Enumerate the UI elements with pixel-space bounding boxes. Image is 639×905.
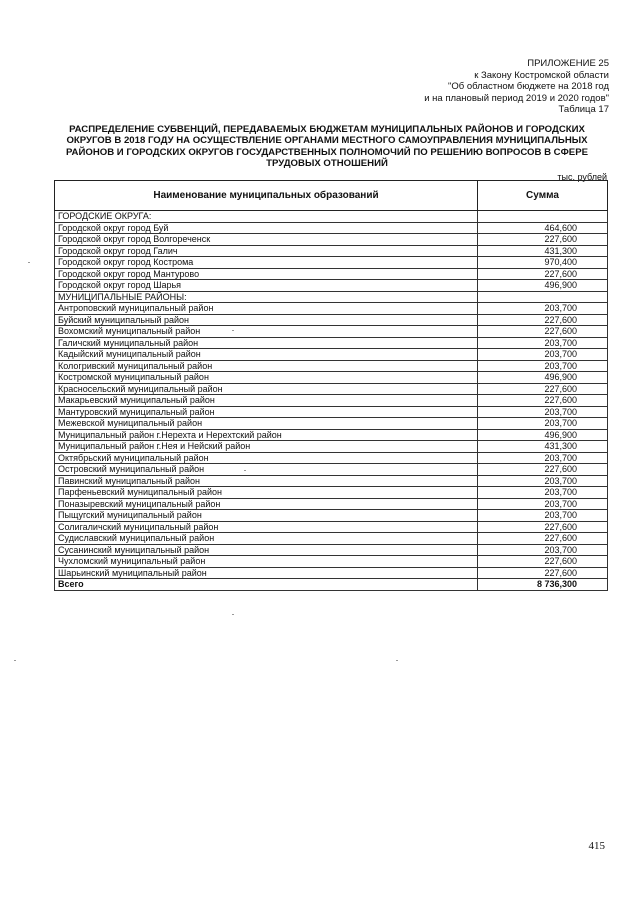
appendix-line: к Закону Костромской области bbox=[474, 69, 609, 81]
subsidy-amount: 227,600 bbox=[478, 383, 608, 395]
municipality-name: Антроповский муниципальный район bbox=[55, 303, 478, 315]
table-row bbox=[55, 521, 608, 533]
municipality-name: Судиславский муниципальный район bbox=[55, 533, 478, 545]
table-row bbox=[55, 268, 608, 280]
total-value: 8 736,300 bbox=[478, 579, 608, 591]
subsidy-amount: 227,600 bbox=[478, 533, 608, 545]
municipality-name: Павинский муниципальный район bbox=[55, 475, 478, 487]
municipality-name: Макарьевский муниципальный район bbox=[55, 395, 478, 407]
table-row bbox=[55, 567, 608, 579]
table-row bbox=[55, 556, 608, 568]
municipality-name: Городской округ город Кострома bbox=[55, 257, 478, 269]
table-row bbox=[55, 314, 608, 326]
municipality-name: Городской округ город Галич bbox=[55, 245, 478, 257]
table-row bbox=[55, 222, 608, 234]
subsidy-amount: 227,600 bbox=[478, 567, 608, 579]
subsidy-amount: 496,900 bbox=[478, 429, 608, 441]
table-row bbox=[55, 498, 608, 510]
municipality-name: Муниципальный район г.Нея и Нейский район bbox=[55, 441, 478, 453]
table-row bbox=[55, 418, 608, 430]
subsidy-amount: 203,700 bbox=[478, 487, 608, 499]
table-row bbox=[55, 337, 608, 349]
table-row bbox=[55, 452, 608, 464]
municipality-name: Островский муниципальный район bbox=[55, 464, 478, 476]
table-row bbox=[55, 464, 608, 476]
title-line: ОКРУГОВ В 2018 ГОДУ НА ОСУЩЕСТВЛЕНИЕ ОРГАНАМИ МЕСТНОГО САМОУПРАВЛЕНИЯ МУНИЦИПАЛЬНЫХ bbox=[66, 135, 588, 147]
table-total-row bbox=[55, 579, 608, 591]
table-row bbox=[55, 257, 608, 269]
table-row bbox=[55, 360, 608, 372]
municipality-name: Муниципальный район г.Нерехта и Нерехтский район bbox=[55, 429, 478, 441]
subsidy-amount: 496,900 bbox=[478, 280, 608, 292]
municipality-name: Чухломский муниципальный район bbox=[55, 556, 478, 568]
title-line: РАЙОНОВ И ГОРОДСКИХ ОКРУГОВ ГОСУДАРСТВЕННЫХ ПОЛНОМОЧИЙ ПО РЕШЕНИЮ ВОПРОСОВ В СФЕРЕ bbox=[65, 146, 588, 158]
scan-speck bbox=[244, 470, 246, 471]
municipality-name: Буйский муниципальный район bbox=[55, 314, 478, 326]
subsidy-amount: 203,700 bbox=[478, 510, 608, 522]
municipality-name: Костромской муниципальный район bbox=[55, 372, 478, 384]
table-row bbox=[55, 234, 608, 246]
subsidy-amount: 227,600 bbox=[478, 234, 608, 246]
table-row bbox=[55, 303, 608, 315]
table-group-row bbox=[55, 291, 608, 303]
scan-speck bbox=[232, 614, 234, 615]
scan-speck bbox=[14, 660, 16, 661]
municipality-name: Городской округ город Волгореченск bbox=[55, 234, 478, 246]
table-row bbox=[55, 383, 608, 395]
municipality-name: Пыщугский муниципальный район bbox=[55, 510, 478, 522]
municipality-name: МУНИЦИПАЛЬНЫЕ РАЙОНЫ: bbox=[55, 291, 478, 303]
subsidy-amount: 203,700 bbox=[478, 418, 608, 430]
subsidy-amount: 203,700 bbox=[478, 498, 608, 510]
subsidy-amount: 431,300 bbox=[478, 441, 608, 453]
municipality-name: Кадыйский муниципальный район bbox=[55, 349, 478, 361]
municipality-name: Октябрьский муниципальный район bbox=[55, 452, 478, 464]
table-row bbox=[55, 544, 608, 556]
title-line: ТРУДОВЫХ ОТНОШЕНИЙ bbox=[266, 158, 388, 170]
subsidy-amount: 203,700 bbox=[478, 406, 608, 418]
table-row bbox=[55, 245, 608, 257]
municipality-name: Межевской муниципальный район bbox=[55, 418, 478, 430]
subsidy-amount: 227,600 bbox=[478, 395, 608, 407]
table-row bbox=[55, 510, 608, 522]
municipality-name: Сусанинский муниципальный район bbox=[55, 544, 478, 556]
appendix-line: ПРИЛОЖЕНИЕ 25 bbox=[527, 58, 609, 69]
table-row bbox=[55, 372, 608, 384]
municipality-name: ГОРОДСКИЕ ОКРУГА: bbox=[55, 211, 478, 223]
subsidy-amount: 496,900 bbox=[478, 372, 608, 384]
page-number: 415 bbox=[588, 840, 605, 852]
title-line: РАСПРЕДЕЛЕНИЕ СУБВЕНЦИЙ, ПЕРЕДАВАЕМЫХ БЮДЖЕТАМ МУНИЦИПАЛЬНЫХ РАЙОНОВ И ГОРОДСКИХ bbox=[69, 124, 585, 135]
table-row bbox=[55, 441, 608, 453]
subsidy-amount: 203,700 bbox=[478, 452, 608, 464]
subsidy-amount: 227,600 bbox=[478, 314, 608, 326]
appendix-line: и на плановый период 2019 и 2020 годов" bbox=[424, 92, 609, 104]
municipality-name: Вохомский муниципальный район bbox=[55, 326, 478, 338]
table-row bbox=[55, 406, 608, 418]
subsidy-amount: 227,600 bbox=[478, 268, 608, 280]
municipality-name: Поназыревский муниципальный район bbox=[55, 498, 478, 510]
table-row bbox=[55, 326, 608, 338]
subsidy-amount: 203,700 bbox=[478, 337, 608, 349]
subsidy-amount: 431,300 bbox=[478, 245, 608, 257]
municipality-name: Городской округ город Мантурово bbox=[55, 268, 478, 280]
subsidy-amount: 203,700 bbox=[478, 475, 608, 487]
appendix-header bbox=[424, 58, 609, 116]
total-label: Всего bbox=[55, 579, 478, 591]
subsidy-amount bbox=[478, 211, 608, 223]
table-row bbox=[55, 487, 608, 499]
scan-speck bbox=[28, 262, 30, 263]
table-header-row bbox=[55, 181, 608, 211]
municipality-name: Галичский муниципальный район bbox=[55, 337, 478, 349]
municipality-name: Парфеньевский муниципальный район bbox=[55, 487, 478, 499]
municipality-name: Городской округ город Буй bbox=[55, 222, 478, 234]
table-row bbox=[55, 395, 608, 407]
municipality-name: Городской округ город Шарья bbox=[55, 280, 478, 292]
subsidy-amount: 227,600 bbox=[478, 464, 608, 476]
column-header-name: Наименование муниципальных образований bbox=[55, 181, 478, 211]
appendix-line: "Об областном бюджете на 2018 год bbox=[448, 81, 609, 92]
table-row bbox=[55, 533, 608, 545]
subsidy-amount: 203,700 bbox=[478, 349, 608, 361]
column-header-sum: Сумма bbox=[478, 181, 608, 211]
subsidy-amount: 227,600 bbox=[478, 326, 608, 338]
units-label: тыс. рублей bbox=[557, 172, 607, 182]
subsidy-amount: 970,400 bbox=[478, 257, 608, 269]
scan-speck bbox=[232, 330, 234, 331]
table-group-row bbox=[55, 211, 608, 223]
subsidy-amount: 227,600 bbox=[478, 556, 608, 568]
document-title bbox=[58, 124, 596, 170]
municipality-name: Шарьинский муниципальный район bbox=[55, 567, 478, 579]
municipality-name: Кологривский муниципальный район bbox=[55, 360, 478, 372]
subsidy-amount bbox=[478, 291, 608, 303]
table-body bbox=[55, 211, 608, 579]
subsidy-amount: 203,700 bbox=[478, 303, 608, 315]
table-row bbox=[55, 349, 608, 361]
subsidy-amount: 203,700 bbox=[478, 544, 608, 556]
municipality-name: Мантуровский муниципальный район bbox=[55, 406, 478, 418]
municipality-name: Солигаличский муниципальный район bbox=[55, 521, 478, 533]
scan-speck bbox=[396, 660, 398, 661]
table-row bbox=[55, 429, 608, 441]
subsidy-amount: 464,600 bbox=[478, 222, 608, 234]
municipality-name: Красносельский муниципальный район bbox=[55, 383, 478, 395]
subsidy-amount: 227,600 bbox=[478, 521, 608, 533]
table-row bbox=[55, 280, 608, 292]
subsidy-table bbox=[54, 180, 608, 591]
subsidy-amount: 203,700 bbox=[478, 360, 608, 372]
appendix-line: Таблица 17 bbox=[558, 104, 609, 115]
table-row bbox=[55, 475, 608, 487]
